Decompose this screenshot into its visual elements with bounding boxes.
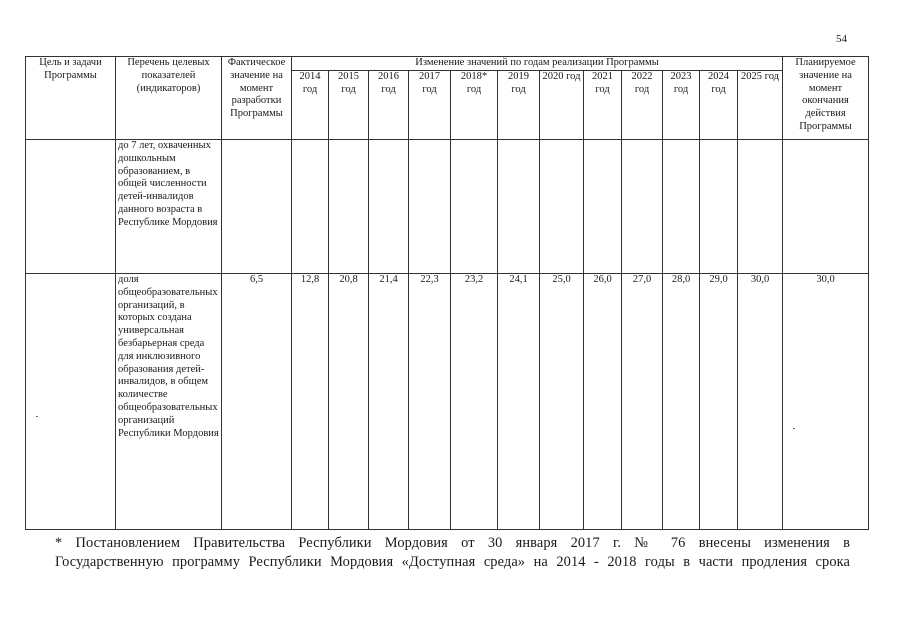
header-year: 2025 год	[738, 71, 783, 140]
header-year: 2024 год	[700, 71, 738, 140]
header-planned: Планируемое значение на момент окончания действия Программы	[783, 57, 869, 140]
planned-cell	[783, 140, 869, 274]
header-actual: Фактическое значение на момент разработки Программы	[222, 57, 292, 140]
header-year: 2014 год	[292, 71, 329, 140]
scan-speck	[36, 416, 38, 417]
value-cell	[663, 140, 700, 274]
value-cell	[540, 140, 584, 274]
value-cell	[700, 140, 738, 274]
value-cell: 21,4	[369, 274, 409, 530]
header-indicators: Перечень целевых показателей (индикаторов)	[116, 57, 222, 140]
actual-cell: 6,5	[222, 274, 292, 530]
header-year: 2019 год	[498, 71, 540, 140]
header-year: 2022 год	[622, 71, 663, 140]
planned-cell: 30,0	[783, 274, 869, 530]
header-year: 2021 год	[584, 71, 622, 140]
value-cell: 25,0	[540, 274, 584, 530]
value-cell: 12,8	[292, 274, 329, 530]
header-year: 2023 год	[663, 71, 700, 140]
header-change: Изменение значений по годам реализации Программы	[292, 57, 783, 71]
value-cell: 27,0	[622, 274, 663, 530]
value-cell: 30,0	[738, 274, 783, 530]
scan-speck	[793, 428, 795, 429]
value-cell	[584, 140, 622, 274]
value-cell: 22,3	[409, 274, 451, 530]
footnote-line: Государственную программу Республики Мордовия «Доступная среда» на 2014 - 2018 годы в части продления срока	[55, 554, 850, 570]
footnote	[55, 534, 850, 572]
page-number: 54	[836, 33, 847, 45]
value-cell: 23,2	[451, 274, 498, 530]
value-cell	[622, 140, 663, 274]
table-row	[26, 140, 869, 274]
indicator-cell: до 7 лет, охваченных дошкольным образованием, в общей численности детей-инвалидов данного возраста в Республике Мордовия	[116, 140, 222, 274]
value-cell	[498, 140, 540, 274]
value-cell: 28,0	[663, 274, 700, 530]
value-cell	[292, 140, 329, 274]
header-year: 2020 год	[540, 71, 584, 140]
header-year: 2016 год	[369, 71, 409, 140]
value-cell: 20,8	[329, 274, 369, 530]
value-cell	[329, 140, 369, 274]
header-year: 2015 год	[329, 71, 369, 140]
goal-cell	[26, 274, 116, 530]
value-cell	[738, 140, 783, 274]
footnote-line: * Постановлением Правительства Республики Мордовия от 30 января 2017 г. № 76 внесены изменения в	[55, 535, 850, 551]
goal-cell	[26, 140, 116, 274]
value-cell: 24,1	[498, 274, 540, 530]
header-year: 2017 год	[409, 71, 451, 140]
table-row	[26, 274, 869, 530]
value-cell: 26,0	[584, 274, 622, 530]
indicator-cell: доля общеобразовательных организаций, в которых создана универсальная безбарьерная среда для инклюзивного образования детей-инвалидов, в общем количестве общеобразовательных организаций Республики Мордовия	[116, 274, 222, 530]
actual-cell	[222, 140, 292, 274]
value-cell	[409, 140, 451, 274]
value-cell: 29,0	[700, 274, 738, 530]
header-goal: Цель и задачи Программы	[26, 57, 116, 140]
header-year: 2018* год	[451, 71, 498, 140]
value-cell	[369, 140, 409, 274]
value-cell	[451, 140, 498, 274]
indicators-table	[25, 56, 869, 530]
